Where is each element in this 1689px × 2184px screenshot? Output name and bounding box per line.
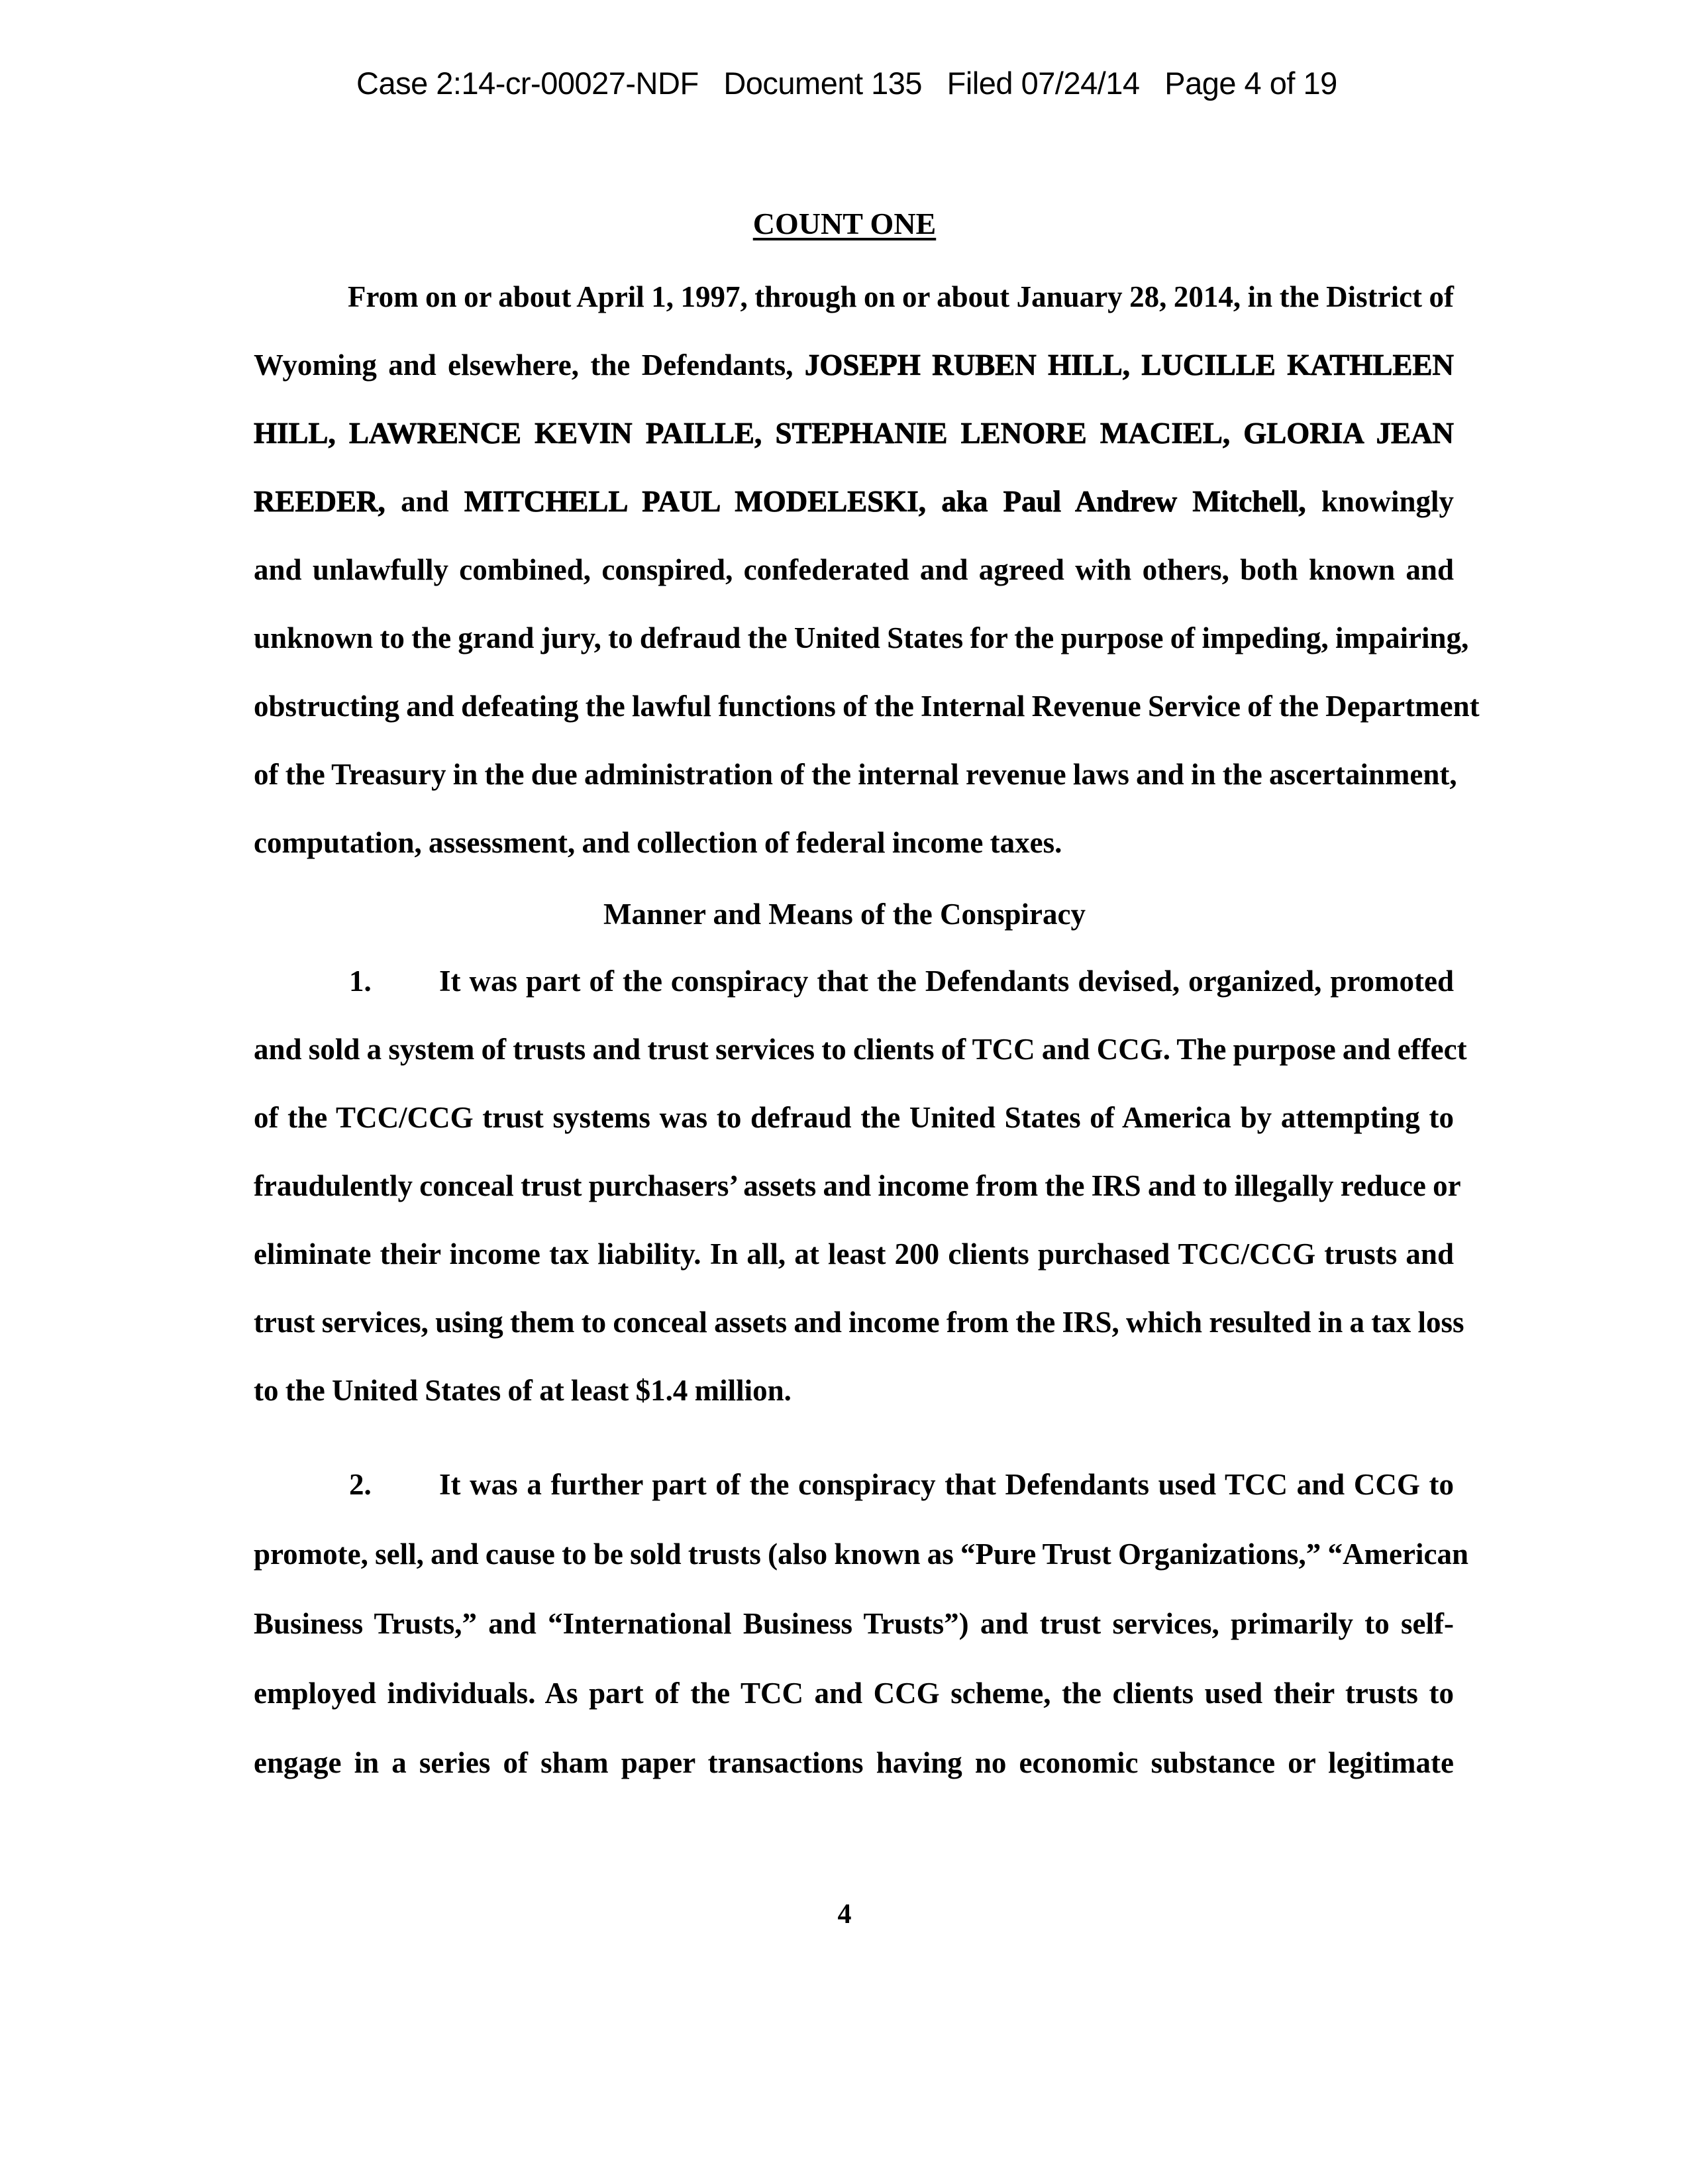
text-line: and unlawfully combined, conspired, confederated and agreed with others, both known and — [254, 553, 1454, 586]
paragraph-number: 2. — [349, 1468, 372, 1501]
text-line: and sold a system of trusts and trust services to clients of TCC and CCG. The purpose and effect — [254, 1033, 1467, 1066]
text-line: trust services, using them to conceal assets and income from the IRS, which resulted in a tax loss — [254, 1306, 1464, 1339]
text-line: of the TCC/CCG trust systems was to defraud the United States of America by attempting to — [254, 1101, 1454, 1134]
text-line: unknown to the grand jury, to defraud the United States for the purpose of impeding, impairing, — [254, 621, 1469, 654]
count-heading — [0, 204, 1689, 244]
text-line: HILL, LAWRENCE KEVIN PAILLE, STEPHANIE LENORE MACIEL, GLORIA JEAN — [254, 417, 1454, 450]
text-run: It was part of the conspiracy that the Defendants devised, organized, promoted — [439, 964, 1454, 998]
text-run: Wyoming and elsewhere, the Defendants, — [254, 348, 805, 382]
text-line: employed individuals. As part of the TCC and CCG scheme, the clients used their trusts to — [254, 1677, 1454, 1710]
text-line: fraudulently conceal trust purchasers’ assets and income from the IRS and to illegally reduce or — [254, 1169, 1461, 1202]
section-heading: Manner and Means of the Conspiracy — [603, 898, 1086, 931]
defendant-names: MITCHELL PAUL MODELESKI, aka Paul Andrew Mitchell, — [464, 485, 1306, 518]
page-number: 4 — [837, 1899, 852, 1930]
text-line: eliminate their income tax liability. In all, at least 200 clients purchased TCC/CCG trusts and — [254, 1237, 1454, 1271]
text-line: computation, assessment, and collection of federal income taxes. — [254, 826, 1062, 859]
text-line: From on or about April 1, 1997, through on or about January 28, 2014, in the District of — [348, 280, 1454, 313]
text-line: of the Treasury in the due administration of the internal revenue laws and in the ascertainment, — [254, 758, 1457, 791]
case-header: Case 2:14-cr-00027-NDF Document 135 Filed 07/24/14 Page 4 of 19 — [356, 66, 1337, 101]
text-line: engage in a series of sham paper transactions having no economic substance or legitimate — [254, 1746, 1454, 1779]
text-line: to the United States of at least $1.4 million. — [254, 1374, 792, 1407]
text-line: Business Trusts,” and “International Business Trusts”) and trust services, primarily to self- — [254, 1607, 1454, 1640]
text-line: obstructing and defeating the lawful functions of the Internal Revenue Service of the Department — [254, 690, 1480, 723]
count-heading-text: COUNT ONE — [752, 207, 937, 240]
text-line — [349, 961, 1454, 1001]
text-line — [254, 345, 1454, 385]
text-run: It was a further part of the conspiracy that Defendants used TCC and CCG to — [439, 1468, 1454, 1501]
text-line — [349, 1465, 1454, 1504]
text-line: promote, sell, and cause to be sold trusts (also known as “Pure Trust Organizations,” “American — [254, 1537, 1468, 1571]
paragraph-number: 1. — [349, 964, 372, 998]
defendant-names: JOSEPH RUBEN HILL, LUCILLE KATHLEEN — [804, 348, 1454, 382]
text-line — [254, 482, 1454, 521]
text-run: and — [385, 485, 464, 518]
defendant-names: REEDER, — [254, 485, 385, 518]
text-run: knowingly — [1305, 485, 1454, 518]
